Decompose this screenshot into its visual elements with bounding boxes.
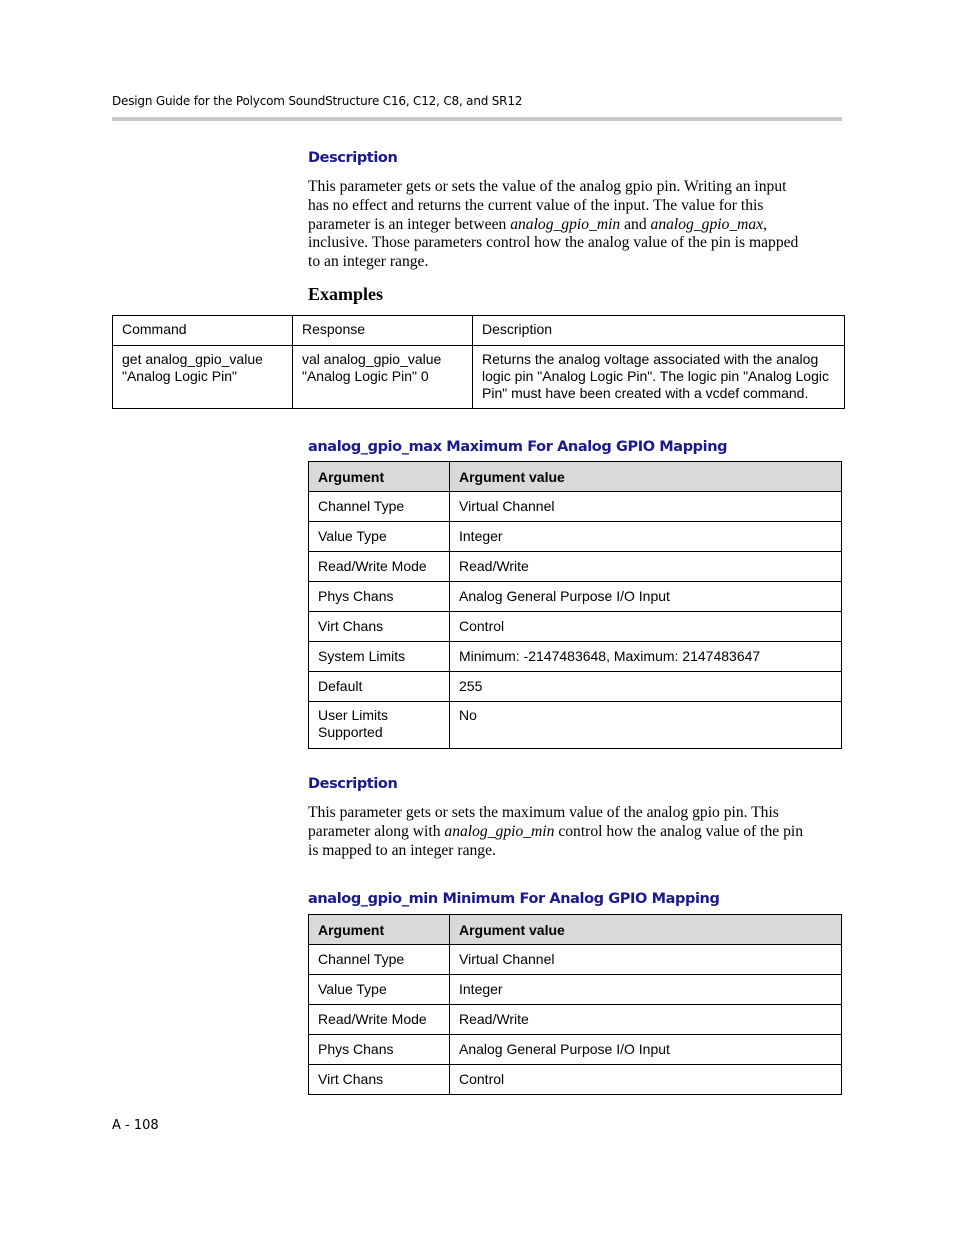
cell-line: get analog_gpio_value [122,351,263,367]
text-span: parameter along with [308,822,445,840]
text-line: is mapped to an integer range. [308,841,496,859]
table-row [309,1035,842,1065]
value-cell: Read/Write [450,1005,842,1035]
argument-cell [309,702,450,749]
table-row [309,672,842,702]
cell-line: Supported [318,724,383,740]
value-cell: Minimum: -2147483648, Maximum: 2147483647 [450,642,842,672]
value-cell: Virtual Channel [450,945,842,975]
text-line: This parameter gets or sets the value of the analog gpio pin. Writing an input [308,178,787,195]
value-cell: Control [450,1065,842,1095]
table-header-row [309,462,842,492]
param-name: analog_gpio_max [650,215,764,233]
header-cell: Argument [309,462,450,492]
examples-table [112,315,845,409]
table-row [309,1005,842,1035]
description-cell [473,346,845,409]
cell-line: Returns the analog voltage associated with the analog [482,351,819,367]
header-cell: Argument [309,915,450,945]
value-cell: No [450,702,842,749]
value-cell: Integer [450,522,842,552]
argument-cell: Phys Chans [309,582,450,612]
argument-cell: Value Type [309,975,450,1005]
argument-cell: Value Type [309,522,450,552]
text-line: inclusive. Those parameters control how the analog value of the pin is mapped [308,234,799,252]
table-header-row [309,915,842,945]
table-row [309,612,842,642]
cell-line: "Analog Logic Pin" [122,368,238,384]
argument-cell: Phys Chans [309,1035,450,1065]
description-heading: Description [308,776,398,792]
max-argument-table [308,461,842,749]
value-cell: Integer [450,975,842,1005]
value-cell: 255 [450,672,842,702]
table-row [309,522,842,552]
header-cell: Argument value [450,462,842,492]
argument-cell: Read/Write Mode [309,1005,450,1035]
text-line: to an integer range. [308,253,429,271]
cell-line: logic pin "Analog Logic Pin". The logic pin "Analog Logic [482,368,829,384]
text-span: control how the analog value of the pin [554,822,804,840]
description-heading: Description [308,150,398,166]
param-name: analog_gpio_min [510,215,621,233]
table-row [309,945,842,975]
table-row [309,642,842,672]
argument-cell: Virt Chans [309,612,450,642]
header-cell: Description [473,316,845,346]
description-paragraph [308,178,843,272]
value-cell: Analog General Purpose I/O Input [450,582,842,612]
min-section-heading: analog_gpio_min Minimum For Analog GPIO Mapping [308,891,720,907]
table-header-row [113,316,845,346]
text-line: This parameter gets or sets the maximum value of the analog gpio pin. This [308,804,779,821]
value-cell: Virtual Channel [450,492,842,522]
text-span: and [620,215,651,233]
argument-cell: Virt Chans [309,1065,450,1095]
header-cell: Response [293,316,473,346]
text-span: , [763,215,768,233]
table-row [309,582,842,612]
running-header: Design Guide for the Polycom SoundStructure C16, C12, C8, and SR12 [112,94,523,108]
text-line: has no effect and returns the current value of the input. The value for this [308,196,764,214]
examples-heading: Examples [308,284,384,304]
table-row [113,346,845,409]
table-row [309,492,842,522]
table-row [309,1065,842,1095]
header-cell: Argument value [450,915,842,945]
table-row [309,975,842,1005]
argument-cell: Channel Type [309,492,450,522]
response-cell [293,346,473,409]
value-cell: Read/Write [450,552,842,582]
param-name: analog_gpio_min [444,822,555,840]
min-argument-table [308,914,842,1095]
header-rule [112,117,842,121]
text-line [308,823,843,842]
text-span: parameter is an integer between [308,215,511,233]
header-cell: Command [113,316,293,346]
cell-line: val analog_gpio_value [302,351,442,367]
argument-cell: System Limits [309,642,450,672]
cell-line: "Analog Logic Pin" 0 [302,368,429,384]
value-cell: Control [450,612,842,642]
argument-cell: Channel Type [309,945,450,975]
page-number: A - 108 [112,1118,159,1133]
command-cell [113,346,293,409]
argument-cell: Read/Write Mode [309,552,450,582]
table-row [309,702,842,749]
max-section-heading: analog_gpio_max Maximum For Analog GPIO Mapping [308,439,728,455]
description-paragraph [308,804,843,860]
table-row [309,552,842,582]
text-line [308,216,843,235]
cell-line: Pin" must have been created with a vcdef command. [482,385,809,401]
value-cell: Analog General Purpose I/O Input [450,1035,842,1065]
argument-cell: Default [309,672,450,702]
cell-line: User Limits [318,707,389,723]
